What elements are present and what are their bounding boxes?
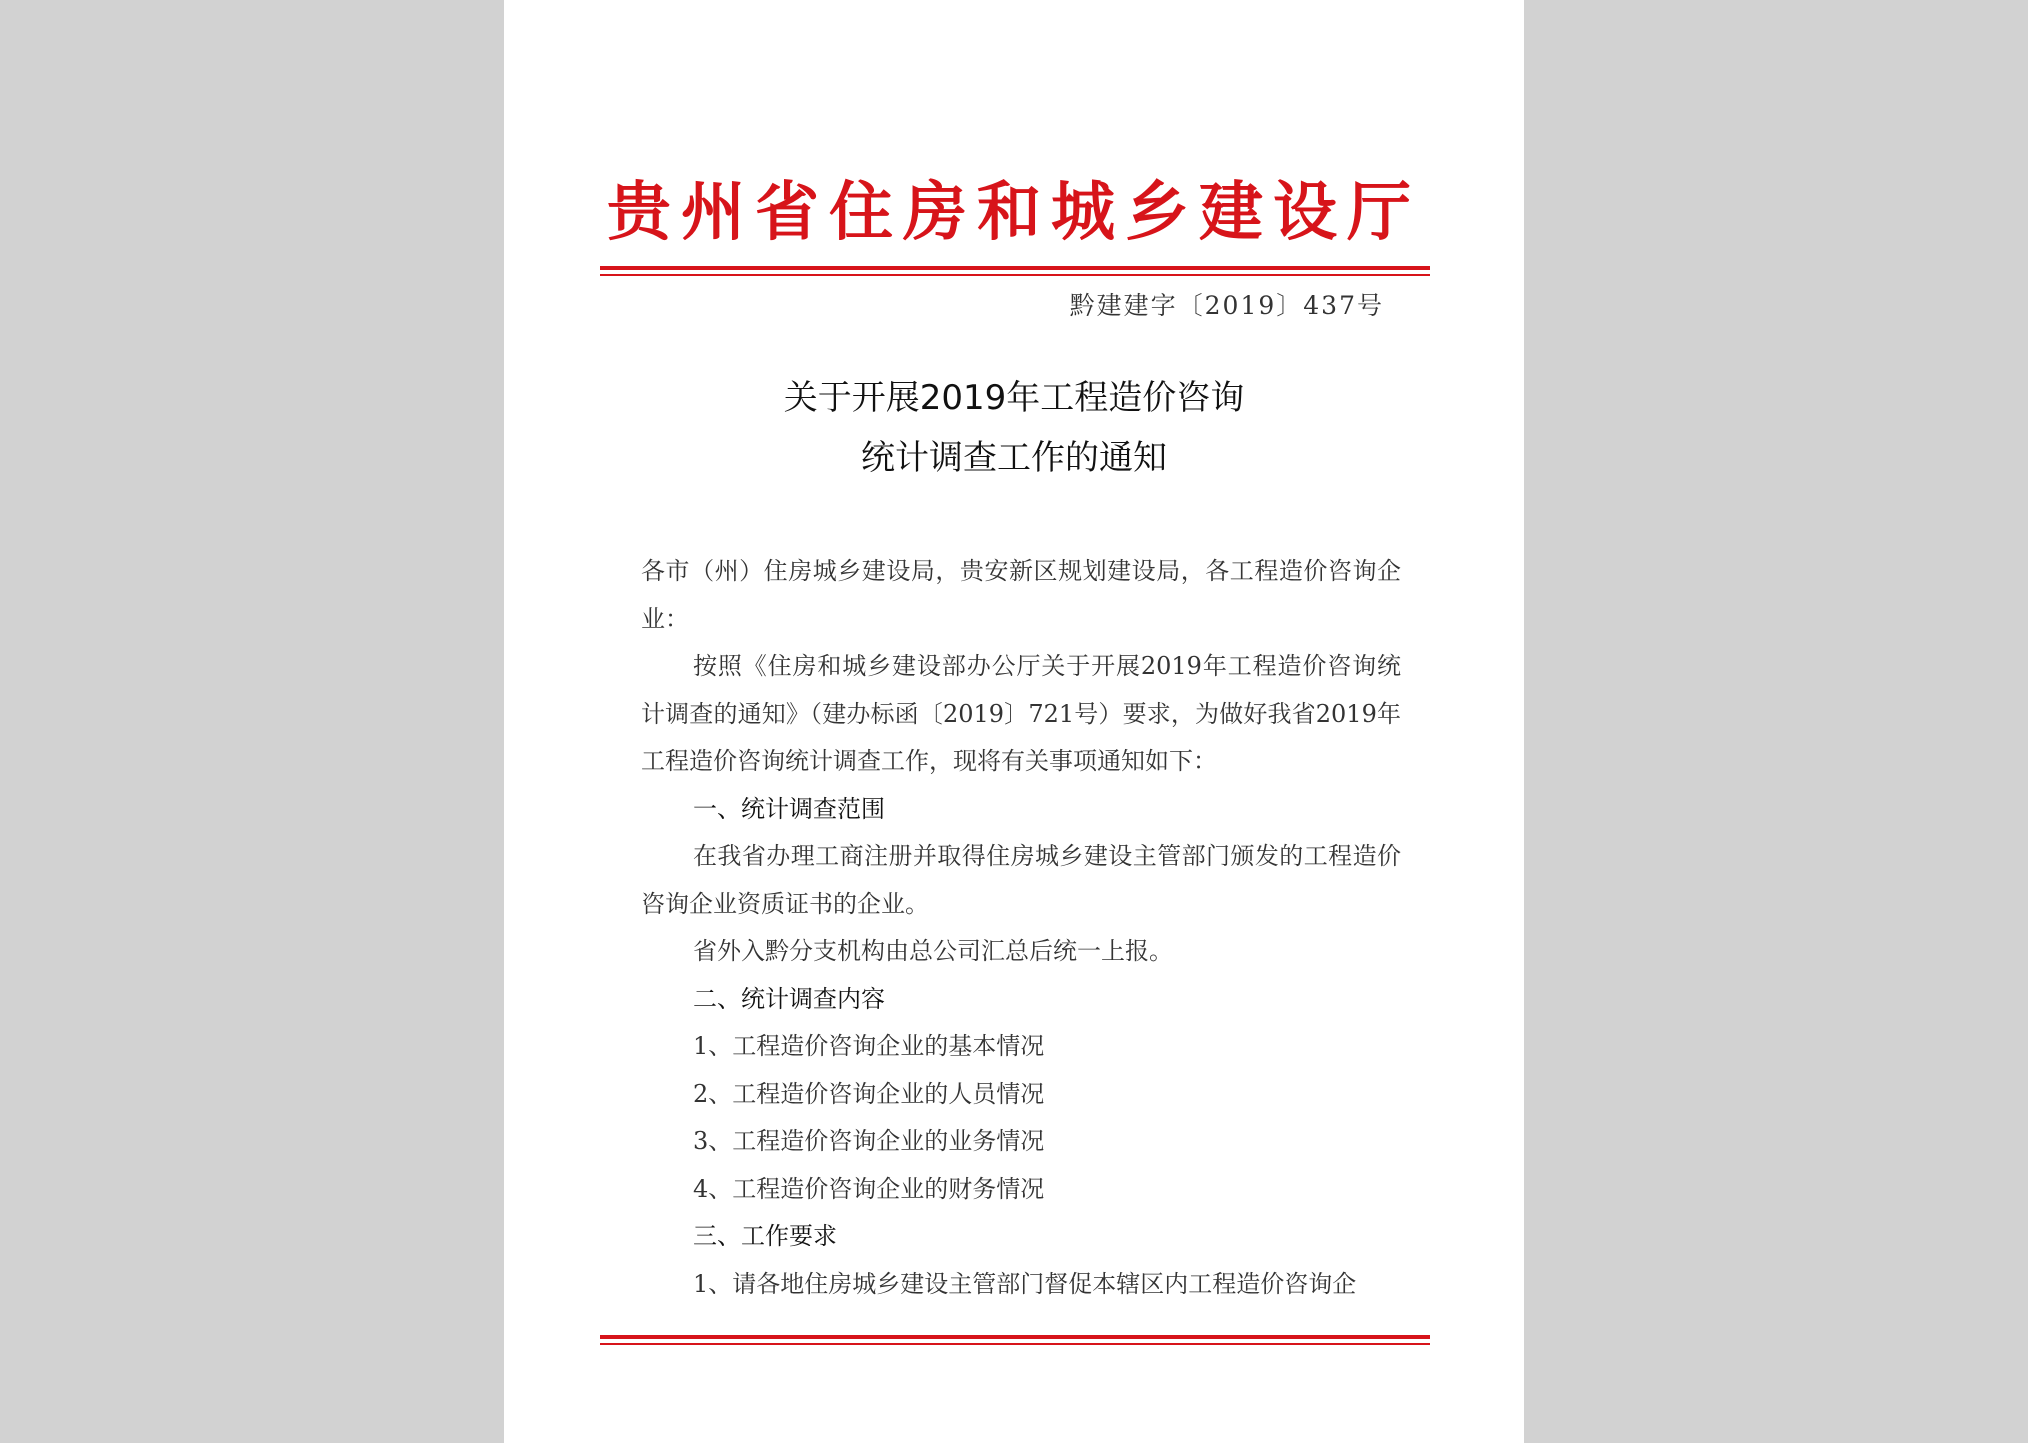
document-title-line-1: 关于开展2019年工程造价咨询 — [783, 378, 1245, 418]
footer-red-rule — [600, 1335, 1430, 1345]
scope-paragraph-2: 省外入黔分支机构由总公司汇总后统一上报。 — [693, 937, 1173, 965]
scope-paragraph-1: 在我省办理工商注册并取得住房城乡建设主管部门颁发的工程造价咨询企业资质证书的企业。 — [641, 842, 1401, 918]
content-item: 3、工程造价咨询企业的业务情况 — [693, 1127, 1045, 1155]
header-red-rule — [600, 266, 1430, 276]
document-page — [504, 0, 1524, 1443]
addressee: 各市（州）住房城乡建设局，贵安新区规划建设局，各工程造价咨询企业： — [641, 557, 1401, 633]
content-item: 2、工程造价咨询企业的人员情况 — [693, 1079, 1045, 1108]
content-item: 4、工程造价咨询企业的财务情况 — [693, 1174, 1045, 1203]
section-heading-content: 二、统计调查内容 — [693, 984, 885, 1013]
intro-paragraph: 按照《住房和城乡建设部办公厅关于开展2019年工程造价咨询统计调查的通知》（建办标函〔2019〕721号）要求，为做好我省2019年工程造价咨询统计调查工作，现将有关事项通知如下： — [641, 652, 1401, 775]
section-heading-requirements: 三、工作要求 — [693, 1222, 837, 1250]
content-item: 1、工程造价咨询企业的基本情况 — [693, 1032, 1045, 1060]
section-heading-scope: 一、统计调查范围 — [693, 794, 885, 823]
document-title-line-2: 统计调查工作的通知 — [861, 438, 1167, 478]
issuer-header: 贵州省住房和城乡建设厅 — [607, 176, 1421, 250]
document-number: 黔建建字〔2019〕437号 — [1069, 291, 1384, 320]
requirement-item: 1、请各地住房城乡建设主管部门督促本辖区内工程造价咨询企 — [693, 1269, 1357, 1298]
document-body — [641, 548, 1401, 1308]
